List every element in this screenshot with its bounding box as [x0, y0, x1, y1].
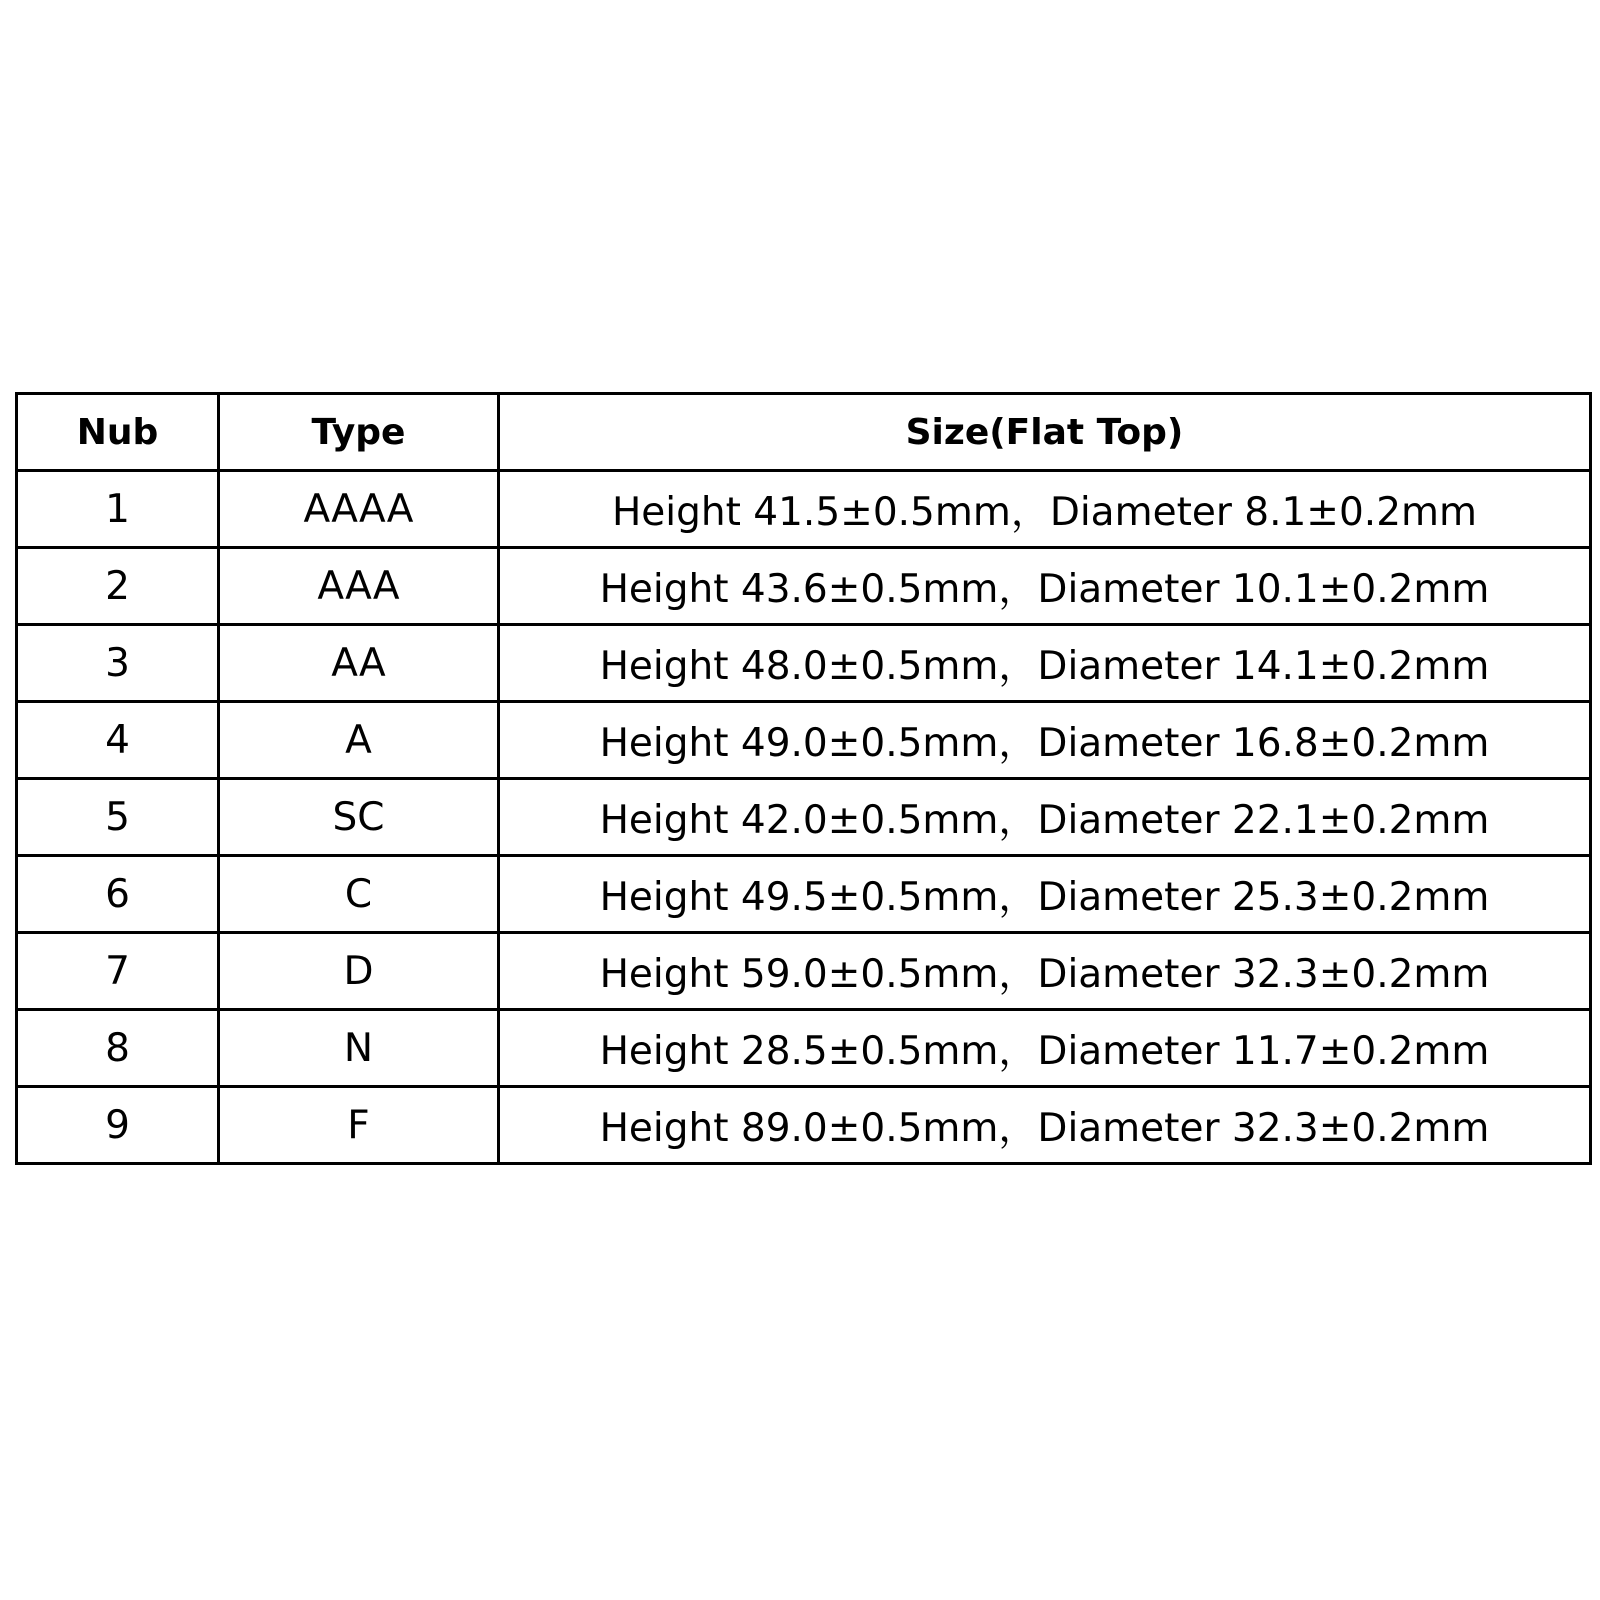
cell-type: SC	[219, 779, 499, 856]
table-body	[17, 471, 1591, 1164]
table-row	[17, 471, 1591, 548]
table-header	[17, 394, 1591, 471]
cell-size: Height 89.0±0.5mm，Diameter 32.3±0.2mm	[499, 1087, 1591, 1164]
cell-size: Height 42.0±0.5mm，Diameter 22.1±0.2mm	[499, 779, 1591, 856]
cell-nub: 7	[17, 933, 219, 1010]
cell-type: A	[219, 702, 499, 779]
cell-size: Height 59.0±0.5mm，Diameter 32.3±0.2mm	[499, 933, 1591, 1010]
table-row	[17, 933, 1591, 1010]
cell-type: AAA	[219, 548, 499, 625]
cell-size: Height 43.6±0.5mm，Diameter 10.1±0.2mm	[499, 548, 1591, 625]
cell-nub: 3	[17, 625, 219, 702]
table-row	[17, 625, 1591, 702]
cell-type: AAAA	[219, 471, 499, 548]
cell-size: Height 49.0±0.5mm，Diameter 16.8±0.2mm	[499, 702, 1591, 779]
cell-nub: 2	[17, 548, 219, 625]
table-row	[17, 702, 1591, 779]
header-type: Type	[219, 394, 499, 471]
battery-size-table	[15, 392, 1592, 1165]
cell-nub: 8	[17, 1010, 219, 1087]
header-nub: Nub	[17, 394, 219, 471]
cell-nub: 6	[17, 856, 219, 933]
cell-size: Height 49.5±0.5mm，Diameter 25.3±0.2mm	[499, 856, 1591, 933]
table-row	[17, 856, 1591, 933]
cell-type: N	[219, 1010, 499, 1087]
table-row	[17, 779, 1591, 856]
cell-nub: 9	[17, 1087, 219, 1164]
cell-nub: 1	[17, 471, 219, 548]
header-row	[17, 394, 1591, 471]
cell-size: Height 48.0±0.5mm，Diameter 14.1±0.2mm	[499, 625, 1591, 702]
table-row	[17, 548, 1591, 625]
cell-type: F	[219, 1087, 499, 1164]
cell-size: Height 28.5±0.5mm，Diameter 11.7±0.2mm	[499, 1010, 1591, 1087]
cell-type: D	[219, 933, 499, 1010]
cell-size: Height 41.5±0.5mm，Diameter 8.1±0.2mm	[499, 471, 1591, 548]
table-row	[17, 1087, 1591, 1164]
header-size: Size(Flat Top)	[499, 394, 1591, 471]
table-row	[17, 1010, 1591, 1087]
cell-nub: 4	[17, 702, 219, 779]
cell-type: C	[219, 856, 499, 933]
cell-nub: 5	[17, 779, 219, 856]
cell-type: AA	[219, 625, 499, 702]
